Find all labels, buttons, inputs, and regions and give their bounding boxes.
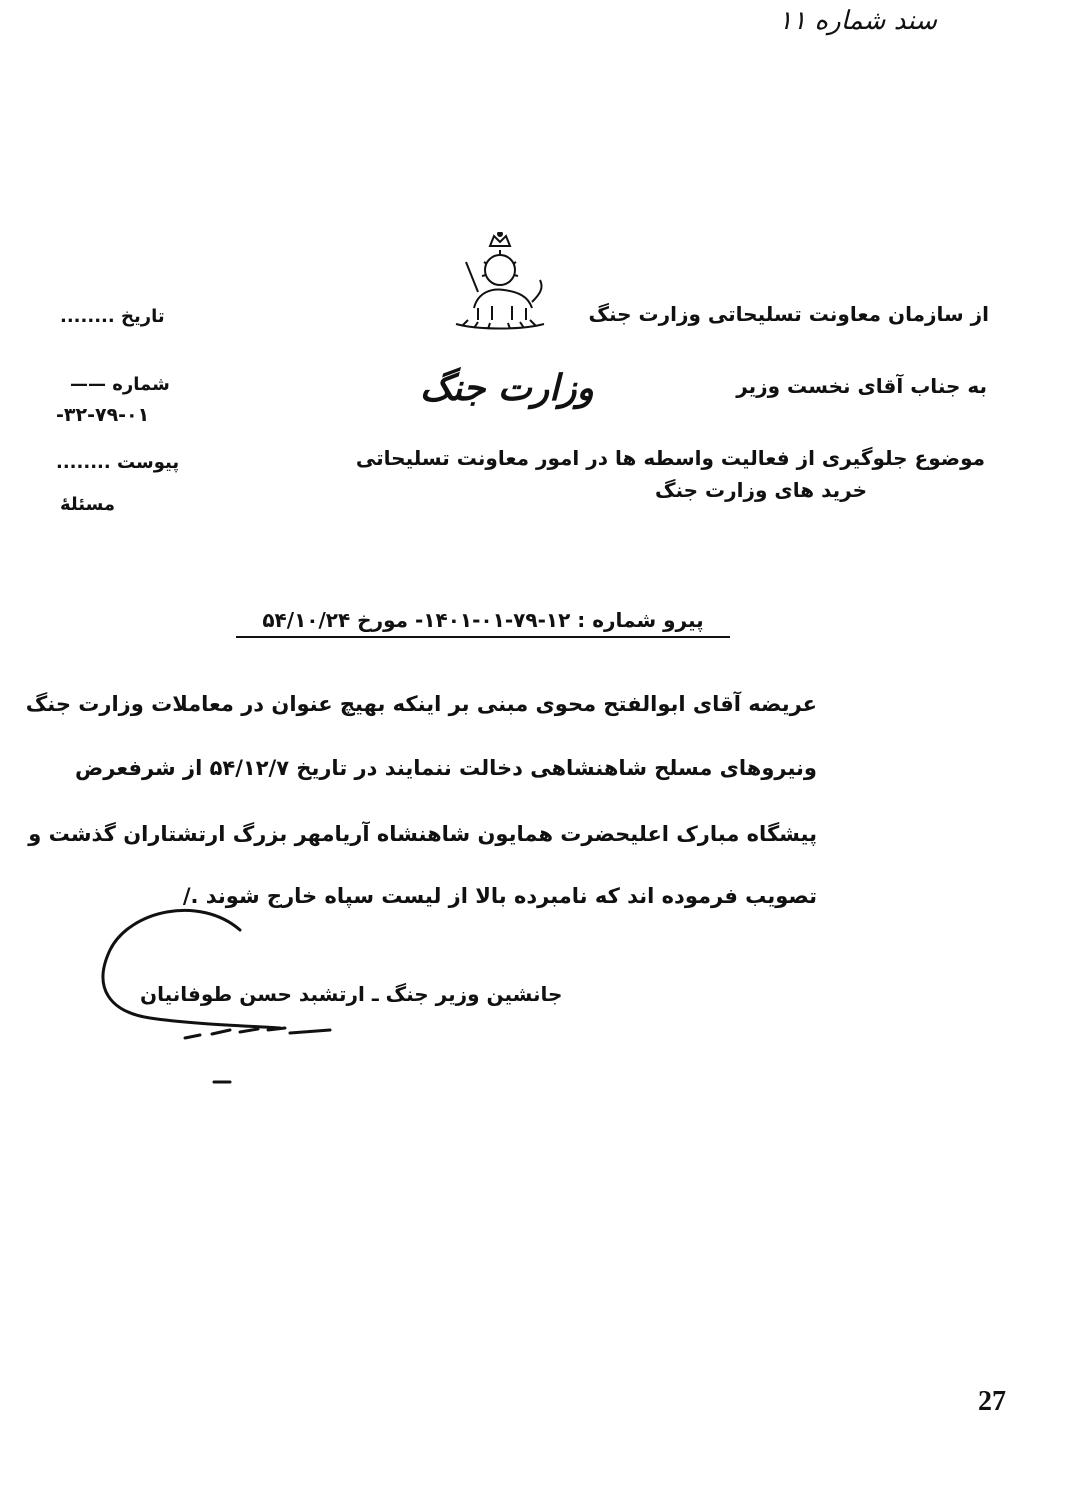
number-field: شماره —— bbox=[70, 374, 170, 395]
document-annotation: سند شماره ۱۱ bbox=[778, 6, 937, 36]
date-field: تاریخ ........ bbox=[60, 306, 165, 327]
page-number: 27 bbox=[978, 1386, 1006, 1417]
lion-and-sun-emblem-icon bbox=[448, 232, 552, 332]
body-line: عریضه آقای ابوالفتح محوی مبنی بر اینکه بهیچ عنوان در معاملات وزارت جنگ bbox=[25, 692, 817, 716]
body-line: پیشگاه مبارک اعلیحضرت همایون شاهنشاه آریامهر بزرگ ارتشتاران گذشت و bbox=[28, 822, 817, 846]
subject-continuation: خرید های وزارت جنگ bbox=[655, 478, 867, 502]
attachment-field: پیوست ........ bbox=[56, 452, 180, 473]
ministry-title: وزارت جنگ bbox=[420, 368, 594, 409]
reference-line: پیرو شماره : ۱۲-۷۹-۰۱-۱۴۰۱- مورخ ۵۴/۱۰/۲۴ bbox=[236, 608, 730, 638]
signature-name: جانشین وزیر جنگ ـ ارتشبد حسن طوفانیان bbox=[140, 982, 563, 1006]
to-line: به جناب آقای نخست وزیر bbox=[736, 374, 987, 398]
number-value: ۳۲-۷۹-۰۱- bbox=[56, 404, 150, 426]
body-line: تصویب فرموده اند که نامبرده بالا از لیست سپاه خارج شوند ./ bbox=[182, 884, 817, 908]
note-field: مسئلهٔ bbox=[60, 494, 116, 515]
subject-line: موضوع جلوگیری از فعالیت واسطه ها در امور معاونت تسلیحاتی bbox=[355, 446, 985, 470]
body-line: ونیروهای مسلح شاهنشاهی دخالت ننمایند در تاریخ ۵۴/۱۲/۷ از شرفعرض bbox=[75, 756, 817, 780]
from-line: از سازمان معاونت تسلیحاتی وزارت جنگ bbox=[588, 302, 989, 326]
